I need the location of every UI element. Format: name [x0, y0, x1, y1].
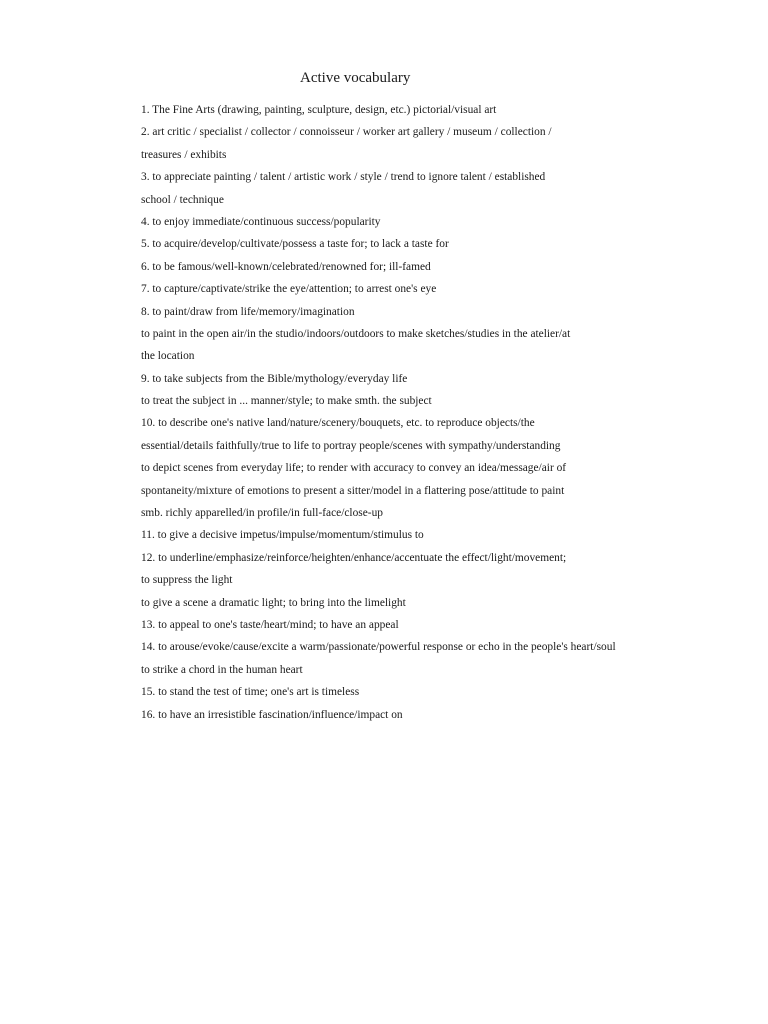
- vocabulary-line: 12. to underline/emphasize/reinforce/heighten/enhance/accentuate the effect/light/movement;: [141, 551, 567, 564]
- vocabulary-line: treasures / exhibits: [141, 148, 227, 161]
- vocabulary-line: school / technique: [141, 193, 224, 206]
- document-title: Active vocabulary: [300, 70, 411, 86]
- vocabulary-line: 5. to acquire/develop/cultivate/possess a taste for; to lack a taste for: [141, 238, 449, 251]
- vocabulary-line: to give a scene a dramatic light; to bring into the limelight: [141, 596, 406, 609]
- vocabulary-line: 7. to capture/captivate/strike the eye/attention; to arrest one's eye: [141, 283, 437, 296]
- vocabulary-line: 10. to describe one's native land/nature/scenery/bouquets, etc. to reproduce objects/the: [141, 417, 535, 430]
- vocabulary-line: to depict scenes from everyday life; to render with accuracy to convey an idea/message/air of: [141, 462, 567, 475]
- vocabulary-line: to strike a chord in the human heart: [141, 663, 303, 676]
- vocabulary-line: essential/details faithfully/true to life to portray people/scenes with sympathy/understanding: [141, 439, 561, 452]
- vocabulary-line: 3. to appreciate painting / talent / artistic work / style / trend to ignore talent / established: [141, 171, 546, 184]
- vocabulary-line: 6. to be famous/well-known/celebrated/renowned for; ill-famed: [141, 260, 431, 273]
- vocabulary-list: [141, 99, 701, 726]
- vocabulary-line: 2. art critic / specialist / collector / connoisseur / worker art gallery / museum / collection /: [141, 126, 552, 139]
- vocabulary-line: 16. to have an irresistible fascination/influence/impact on: [141, 708, 403, 721]
- vocabulary-line: 1. The Fine Arts (drawing, painting, sculpture, design, etc.) pictorial/visual art: [141, 104, 497, 116]
- vocabulary-line: 9. to take subjects from the Bible/mythology/everyday life: [141, 372, 408, 385]
- vocabulary-line: to paint in the open air/in the studio/indoors/outdoors to make sketches/studies in the atelier/at: [141, 327, 571, 340]
- vocabulary-line: to suppress the light: [141, 574, 233, 587]
- vocabulary-line: 14. to arouse/evoke/cause/excite a warm/passionate/powerful response or echo in the people's heart/soul: [141, 641, 616, 654]
- vocabulary-line: the location: [141, 350, 195, 363]
- vocabulary-line: smb. richly apparelled/in profile/in full-face/close-up: [141, 507, 383, 520]
- vocabulary-line: 13. to appeal to one's taste/heart/mind; to have an appeal: [141, 618, 399, 631]
- vocabulary-line: spontaneity/mixture of emotions to present a sitter/model in a flattering pose/attitude to paint: [141, 484, 565, 497]
- vocabulary-line: 15. to stand the test of time; one's art is timeless: [141, 686, 360, 699]
- vocabulary-line: to treat the subject in ... manner/style; to make smth. the subject: [141, 395, 432, 408]
- vocabulary-line: 4. to enjoy immediate/continuous success/popularity: [141, 215, 381, 228]
- vocabulary-line: 8. to paint/draw from life/memory/imagination: [141, 305, 355, 318]
- vocabulary-line: 11. to give a decisive impetus/impulse/momentum/stimulus to: [141, 529, 424, 542]
